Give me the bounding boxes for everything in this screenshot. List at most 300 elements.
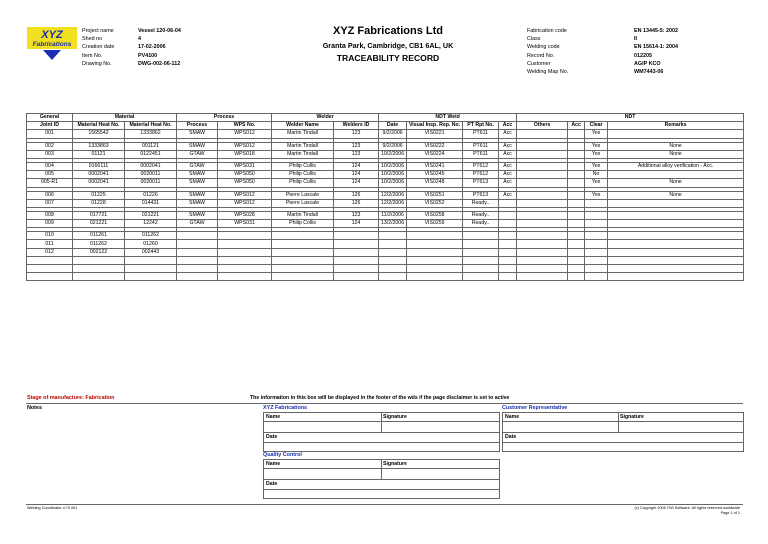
table-row <box>27 211 744 219</box>
class-label: Class <box>527 36 541 42</box>
table-cell: Acc <box>499 191 517 199</box>
column-header: Visual Insp. Rep. No. <box>407 122 463 130</box>
stage-of-manufacture <box>27 395 114 401</box>
table-cell: VIS0259 <box>407 220 463 228</box>
table-cell <box>608 256 744 264</box>
welding-code-value: EN 15614-1: 2004 <box>634 44 679 50</box>
table-row <box>27 191 744 199</box>
table-cell: 123 <box>334 150 379 158</box>
table-cell <box>568 256 585 264</box>
table-cell <box>407 265 463 273</box>
table-cell: WPS031 <box>218 162 272 170</box>
group-welder: Welder <box>272 114 379 122</box>
table-cell <box>125 273 177 281</box>
table-cell <box>568 142 585 150</box>
class-value: II <box>634 36 637 42</box>
table-cell <box>517 265 568 273</box>
table-cell <box>334 256 379 264</box>
table-cell: VIS0224 <box>407 150 463 158</box>
column-header: Date <box>379 122 407 130</box>
table-row <box>27 142 744 150</box>
table-cell: 0166111 <box>73 162 125 170</box>
table-cell: None <box>608 150 744 158</box>
table-row <box>27 273 744 281</box>
table-cell <box>499 232 517 240</box>
table-cell: Pierre Lascale <box>272 191 334 199</box>
table-cell <box>608 171 744 179</box>
table-cell: 123 <box>334 211 379 219</box>
table-cell: Acc <box>499 179 517 187</box>
table-cell: SMAW <box>177 199 218 207</box>
qc-signature-box <box>263 459 500 499</box>
table-cell: VIS0241 <box>407 162 463 170</box>
column-header: Acc <box>499 122 517 130</box>
fabrication-code-label: Fabrication code <box>527 28 567 34</box>
table-cell <box>568 273 585 281</box>
table-cell <box>585 199 608 207</box>
table-cell: Ready.. <box>463 199 499 207</box>
table-cell: 01121 <box>73 150 125 158</box>
table-cell <box>218 265 272 273</box>
table-cell: Yes <box>585 179 608 187</box>
customer-signature-box <box>502 412 744 452</box>
table-cell: Acc <box>499 171 517 179</box>
table-cell: 124 <box>334 179 379 187</box>
table-body <box>27 130 744 281</box>
table-column-header <box>27 122 744 130</box>
table-cell <box>517 256 568 264</box>
record-no-label: Record No. <box>527 53 555 59</box>
drawing-no-label: Drawing No. <box>82 61 112 67</box>
table-cell <box>379 273 407 281</box>
table-cell: 014431 <box>125 199 177 207</box>
item-no-value: PV4100 <box>138 53 158 59</box>
table-cell: WPS031 <box>218 220 272 228</box>
table-cell: SMAW <box>177 179 218 187</box>
project-name-value: Vessel 120-06-04 <box>138 28 181 34</box>
table-cell: 007 <box>27 199 73 207</box>
table-cell: WPS050 <box>218 171 272 179</box>
table-row <box>27 256 744 264</box>
table-cell: 0020011 <box>125 171 177 179</box>
table-cell: WPS012 <box>218 191 272 199</box>
column-header: Others <box>517 122 568 130</box>
table-cell <box>517 232 568 240</box>
table-cell <box>517 248 568 256</box>
table-cell: PT611 <box>463 130 499 138</box>
item-no-label: Item No. <box>82 53 103 59</box>
table-cell: PT612 <box>463 171 499 179</box>
footer-info-note: The information in this box will be displayed in the footer of the wds if the page disclaimer is set to active <box>250 395 510 401</box>
table-cell <box>608 273 744 281</box>
table-cell <box>608 232 744 240</box>
table-cell: 021221 <box>73 220 125 228</box>
table-cell <box>407 273 463 281</box>
table-cell <box>585 265 608 273</box>
stage-value: Fabrication <box>85 395 115 401</box>
table-cell: VIS0251 <box>407 191 463 199</box>
group-material: Material <box>73 114 177 122</box>
table-cell: 003 <box>27 150 73 158</box>
table-row <box>27 130 744 138</box>
table-cell: PT613 <box>463 191 499 199</box>
table-cell <box>177 265 218 273</box>
table-row <box>27 199 744 207</box>
xyz-signature-box <box>263 412 500 452</box>
table-cell <box>218 256 272 264</box>
table-cell <box>568 211 585 219</box>
table-cell <box>608 211 744 219</box>
table-cell <box>218 273 272 281</box>
column-header: Process <box>177 122 218 130</box>
table-cell <box>517 191 568 199</box>
table-cell <box>218 240 272 248</box>
page-number: Page 1 of 1 <box>720 511 740 515</box>
table-row <box>27 240 744 248</box>
column-header: Welder Name <box>272 122 334 130</box>
table-cell <box>379 232 407 240</box>
table-cell: Yes <box>585 162 608 170</box>
table-cell <box>517 240 568 248</box>
table-cell <box>499 199 517 207</box>
notes-divider <box>26 403 743 404</box>
table-row <box>27 248 744 256</box>
table-cell: Additional alloy verification - Acc. <box>608 162 744 170</box>
svg-text:Fabrications: Fabrications <box>32 41 72 48</box>
svg-text:XYZ: XYZ <box>41 29 63 41</box>
welding-map-label: Welding Map No. <box>527 69 569 75</box>
table-cell: WPS012 <box>218 142 272 150</box>
table-cell <box>517 220 568 228</box>
table-cell <box>517 142 568 150</box>
table-cell: 124 <box>334 220 379 228</box>
table-row <box>27 150 744 158</box>
table-cell: 005 <box>27 171 73 179</box>
column-header: Material Heat No. <box>73 122 125 130</box>
company-name: XYZ Fabrications Ltd <box>332 25 443 37</box>
table-cell <box>407 240 463 248</box>
table-cell: Philip Collis <box>272 162 334 170</box>
table-cell: 001 <box>27 130 73 138</box>
table-cell <box>585 273 608 281</box>
table-cell: None <box>608 142 744 150</box>
table-cell: Yes <box>585 142 608 150</box>
group-ndt: NDT <box>517 114 744 122</box>
project-name-label: Project name <box>82 28 114 34</box>
table-cell: None <box>608 191 744 199</box>
table-cell <box>517 211 568 219</box>
table-row <box>27 232 744 240</box>
table-cell <box>568 199 585 207</box>
table-cell <box>568 248 585 256</box>
table-cell <box>608 240 744 248</box>
xyz-fabrications-label: XYZ Fabrications <box>263 405 308 411</box>
table-cell <box>517 179 568 187</box>
qc-signature-label: Signature <box>383 461 407 467</box>
record-no-value: 012205 <box>634 53 652 59</box>
table-cell <box>608 265 744 273</box>
table-cell <box>379 256 407 264</box>
table-cell: 10/2/2006 <box>379 171 407 179</box>
column-header: Joint ID <box>27 122 73 130</box>
table-cell: GTAW <box>177 150 218 158</box>
column-header: Welders ID <box>334 122 379 130</box>
table-cell: 1333863 <box>73 142 125 150</box>
table-cell: 002443 <box>125 248 177 256</box>
bottom-divider <box>26 504 743 505</box>
table-cell: SMAW <box>177 130 218 138</box>
table-cell: 13/2/2006 <box>379 220 407 228</box>
table-cell <box>272 232 334 240</box>
table-cell: 123 <box>334 130 379 138</box>
document-title: TRACEABILITY RECORD <box>336 53 440 63</box>
table-cell <box>27 256 73 264</box>
table-cell: Acc <box>499 150 517 158</box>
table-cell: Yes <box>585 191 608 199</box>
table-cell: 12242 <box>125 220 177 228</box>
table-cell <box>499 256 517 264</box>
column-header: Material Heat No. <box>125 122 177 130</box>
table-cell <box>499 265 517 273</box>
table-cell <box>463 232 499 240</box>
table-cell: WPS028 <box>218 211 272 219</box>
table-cell <box>568 265 585 273</box>
table-cell: Martin Tindall <box>272 150 334 158</box>
table-cell: WPS012 <box>218 199 272 207</box>
company-logo-icon <box>27 27 77 61</box>
table-cell: Acc <box>499 130 517 138</box>
table-cell <box>499 211 517 219</box>
table-cell <box>568 240 585 248</box>
table-cell <box>608 130 744 138</box>
table-cell <box>517 199 568 207</box>
table-cell: Acc <box>499 162 517 170</box>
table-cell: 0002041 <box>73 171 125 179</box>
table-cell: 002122 <box>73 248 125 256</box>
table-cell: 004 <box>27 162 73 170</box>
column-header: Acc <box>568 122 585 130</box>
table-row <box>27 171 744 179</box>
table-cell: GTAW <box>177 220 218 228</box>
customer-representative-label: Customer Representative <box>502 405 568 411</box>
traceability-table <box>26 113 744 281</box>
qc-date-label: Date <box>266 481 278 487</box>
table-cell: PT611 <box>463 150 499 158</box>
table-cell: 12/2/2006 <box>379 199 407 207</box>
table-cell: 124 <box>334 171 379 179</box>
table-cell <box>177 240 218 248</box>
table-cell: Pierre Lascale <box>272 199 334 207</box>
customer-name-label: Name <box>505 414 520 420</box>
table-cell <box>517 273 568 281</box>
customer-label: Customer <box>527 61 551 67</box>
table-cell <box>272 273 334 281</box>
table-cell <box>379 265 407 273</box>
table-cell: WPS050 <box>218 179 272 187</box>
table-cell: 011262 <box>125 232 177 240</box>
group-general: General <box>27 114 73 122</box>
welding-map-value: WM7443-06 <box>634 69 664 75</box>
welding-code-label: Welding code <box>527 44 560 50</box>
stage-label: Stage of manufacture: <box>27 395 84 401</box>
table-cell: Martin Tindall <box>272 142 334 150</box>
table-cell <box>272 248 334 256</box>
table-cell: GTAW <box>177 162 218 170</box>
table-cell <box>218 248 272 256</box>
table-cell <box>73 265 125 273</box>
table-cell: 0122451 <box>125 150 177 158</box>
table-cell <box>585 232 608 240</box>
table-cell: 0002041 <box>73 179 125 187</box>
table-cell <box>218 232 272 240</box>
table-cell: 12/2/2006 <box>379 191 407 199</box>
table-cell: 005-R1 <box>27 179 73 187</box>
notes-label: Notes <box>27 405 42 411</box>
table-cell <box>568 220 585 228</box>
table-cell <box>334 232 379 240</box>
table-cell <box>463 240 499 248</box>
table-cell: 012 <box>27 248 73 256</box>
table-cell <box>608 199 744 207</box>
table-cell <box>272 265 334 273</box>
creation-date-label: Creation date <box>82 44 115 50</box>
table-cell: WPS012 <box>218 130 272 138</box>
table-cell: 011 <box>27 240 73 248</box>
company-address: Granta Park, Cambridge, CB1 6AL, UK <box>322 41 454 50</box>
table-cell: 10/2/2006 <box>379 179 407 187</box>
table-cell: 01226 <box>125 191 177 199</box>
table-cell <box>177 273 218 281</box>
table-cell <box>608 220 744 228</box>
table-cell: 123 <box>334 142 379 150</box>
table-cell <box>177 256 218 264</box>
table-cell: 01228 <box>73 199 125 207</box>
table-cell <box>568 179 585 187</box>
table-cell <box>125 256 177 264</box>
table-cell: 01225 <box>73 191 125 199</box>
table-cell <box>27 265 73 273</box>
table-cell <box>608 248 744 256</box>
drawing-no-value: DWG-002-06-112 <box>138 61 181 67</box>
table-cell <box>568 130 585 138</box>
table-cell <box>585 211 608 219</box>
table-cell <box>177 248 218 256</box>
customer-date-label: Date <box>505 434 517 440</box>
table-cell <box>585 256 608 264</box>
table-cell <box>334 265 379 273</box>
table-cell <box>568 232 585 240</box>
table-cell <box>272 256 334 264</box>
table-cell: Ready.. <box>463 220 499 228</box>
table-cell: Ready.. <box>463 211 499 219</box>
column-header: WPS No. <box>218 122 272 130</box>
table-cell <box>499 240 517 248</box>
table-cell: SMAW <box>177 142 218 150</box>
customer-value: AGIP KCO <box>634 61 661 67</box>
table-cell: 002 <box>27 142 73 150</box>
customer-signature-label: Signature <box>620 414 644 420</box>
table-cell: 008 <box>27 211 73 219</box>
table-row <box>27 162 744 170</box>
table-cell <box>125 265 177 273</box>
table-cell: SMAW <box>177 211 218 219</box>
table-cell <box>499 220 517 228</box>
table-cell <box>585 248 608 256</box>
group-process: Process <box>177 114 272 122</box>
table-cell: VIS0221 <box>407 130 463 138</box>
table-cell <box>517 130 568 138</box>
table-cell <box>27 273 73 281</box>
table-cell <box>463 248 499 256</box>
xyz-name-label: Name <box>266 414 281 420</box>
table-cell: 0020011 <box>125 179 177 187</box>
table-cell: Martin Tindall <box>272 130 334 138</box>
table-cell <box>568 191 585 199</box>
table-cell: 006 <box>27 191 73 199</box>
table-cell: VIS0222 <box>407 142 463 150</box>
table-cell <box>517 150 568 158</box>
table-cell: No <box>585 171 608 179</box>
table-cell: 1333862 <box>125 130 177 138</box>
table-cell: 011261 <box>73 232 125 240</box>
table-cell: VIS0248 <box>407 179 463 187</box>
table-cell: Philip Collis <box>272 220 334 228</box>
quality-control-label: Quality Control <box>263 452 302 458</box>
table-cell <box>334 240 379 248</box>
table-cell: 0002041 <box>125 162 177 170</box>
table-cell <box>407 248 463 256</box>
table-cell: 10/2/2006 <box>379 150 407 158</box>
table-cell: 010 <box>27 232 73 240</box>
creation-date-value: 17-02-2006 <box>138 44 166 50</box>
table-cell: Philip Collis <box>272 171 334 179</box>
table-cell: 9/2/2006 <box>379 130 407 138</box>
table-cell <box>272 240 334 248</box>
table-cell: Philip Collis <box>272 179 334 187</box>
xyz-date-label: Date <box>266 434 278 440</box>
table-cell <box>499 248 517 256</box>
table-cell: VIS0252 <box>407 199 463 207</box>
copyright-notice: (c) Copyright 2006 TWI Software. All rights reserved worldwide <box>634 506 740 510</box>
table-cell <box>379 240 407 248</box>
column-header: Clear <box>585 122 608 130</box>
table-cell: 126 <box>334 199 379 207</box>
table-cell: 011262 <box>73 240 125 248</box>
software-version: Welding Coordinator 4.70 001 <box>27 506 78 510</box>
table-cell <box>585 240 608 248</box>
table-cell <box>585 220 608 228</box>
table-cell <box>407 256 463 264</box>
table-cell <box>568 162 585 170</box>
table-cell: 126 <box>334 191 379 199</box>
table-cell: 9/2/2006 <box>379 142 407 150</box>
table-cell <box>334 248 379 256</box>
table-cell <box>407 232 463 240</box>
table-group-header <box>27 114 744 122</box>
table-cell: Martin Tindall <box>272 211 334 219</box>
table-cell <box>379 248 407 256</box>
table-cell: 001121 <box>125 142 177 150</box>
table-cell: PT612 <box>463 162 499 170</box>
table-row <box>27 220 744 228</box>
table-cell: Yes <box>585 130 608 138</box>
table-cell: PT611 <box>463 142 499 150</box>
column-header: PT Rpt No. <box>463 122 499 130</box>
table-cell <box>517 162 568 170</box>
table-cell: 01260 <box>125 240 177 248</box>
table-cell: Yes <box>585 150 608 158</box>
table-cell <box>499 273 517 281</box>
